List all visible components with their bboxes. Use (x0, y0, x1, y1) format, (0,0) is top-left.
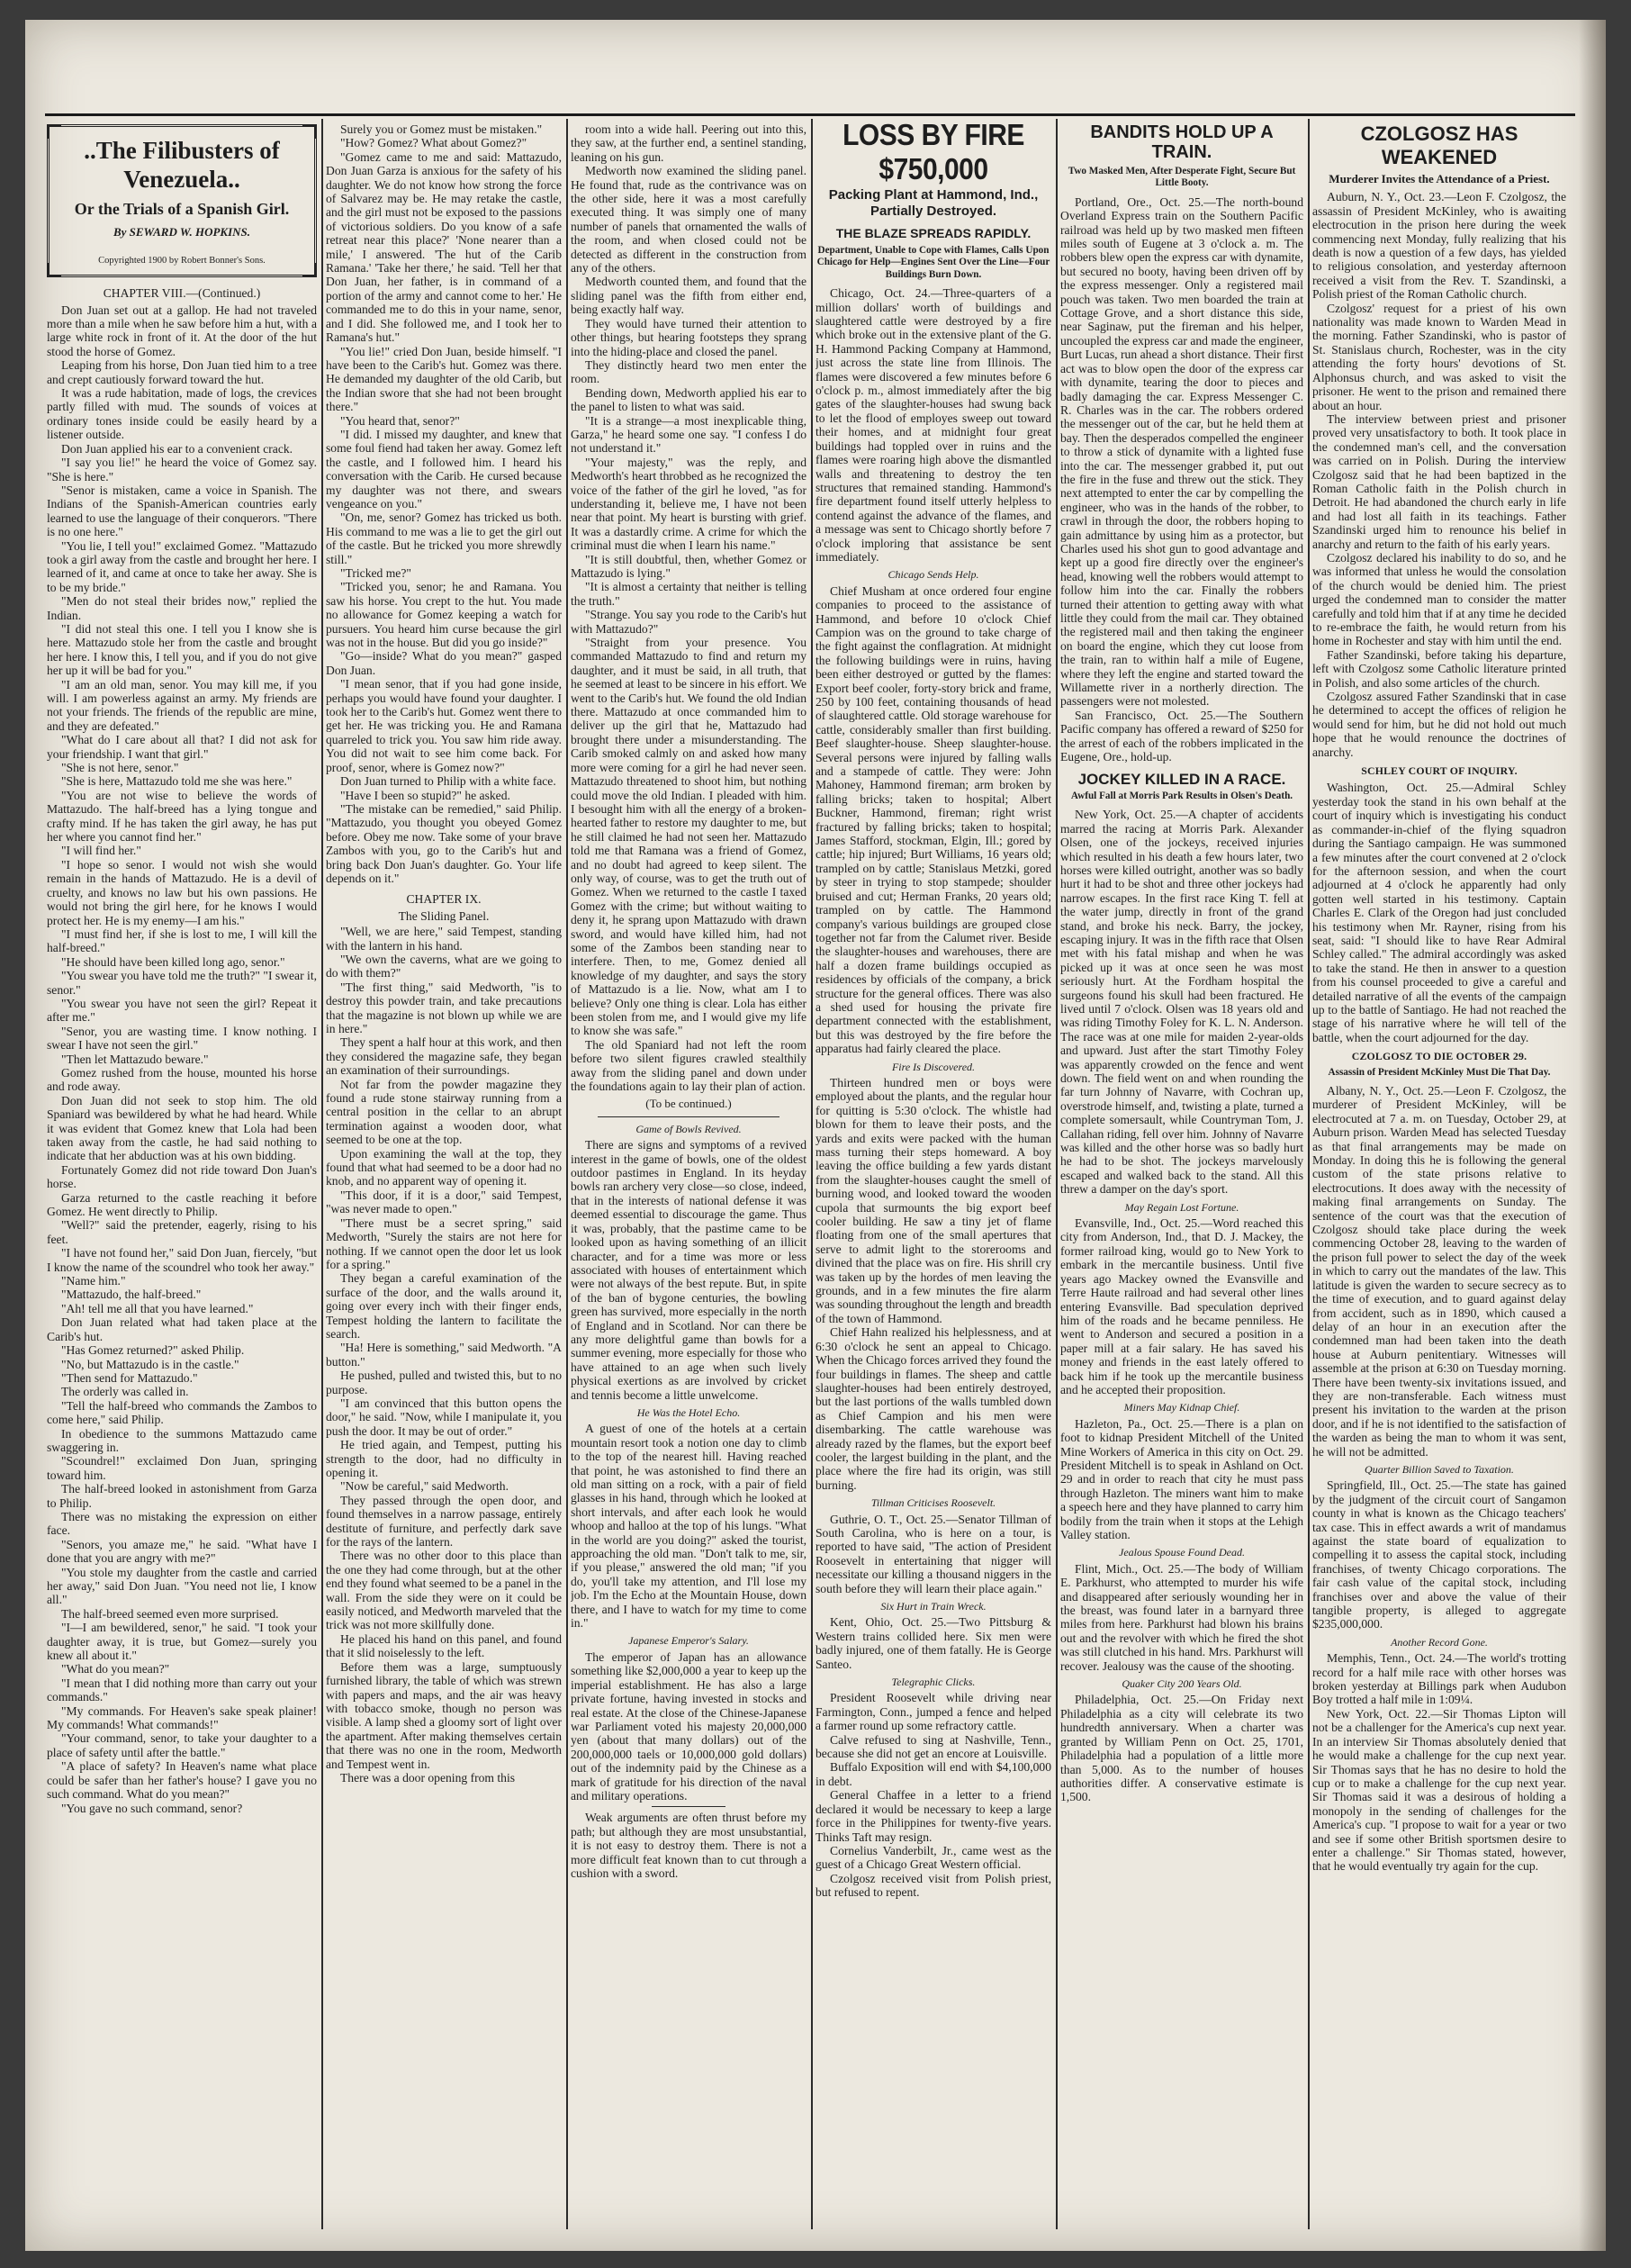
article-text-miners: Hazleton, Pa., Oct. 25.—There is a plan on foot to kidnap President Mitchell of the United Mine Workers of America in this city on Oct. 29. President Mitchell is to speak in Ashland on Oct. 29 and in order to reach that city he must pass through Hazleton. The miners want him to make a speech here and they have planned to carry him bodily from the train when it stops at the Lehigh Valley station. (1060, 1416, 1303, 1541)
article-body (1312, 190, 1566, 759)
paragraph: "Straight from your presence. You commanded Mattazudo to find and return my daughter, and it must be said, in all truth, that he seemed at least to be sincere in his effort. We went to the Carib's hut. We found the old Indian there. Mattazudo at once commanded him to deliver up the girl that he, Mattazudo had brought there under a misunderstanding. The Carib smoked calmly on and asked how many more were coming for a girl he had never seen. Mattazudo threatened to shoot him, but nothing could move the old Indian. I pleaded with him. I besought him with all the energy of a broken-hearted father to restore my daughter to me, but he still claimed he had not seen her. Mattazudo told me that Ramana was a friend of Gomez, and no doubt had agreed to keep silent. The only way, of course, was to get the truth out of Gomez. When we returned to the castle I taxed Gomez with the crime; but without waiting to deny it, he sprang upon Mattazudo with drawn sword, and would have killed him, had not some of the Zambos been standing near to interfere. Then, to me, Gomez denied all knowledge of my daughter, and says the story of Mattazudo is a lie. Now, what am I to believe? Only one thing is clear. Lola has either been stolen from me, and I would give my life to know she was safe." (571, 636, 806, 1038)
paragraph: "You lie!" cried Don Juan, beside himself. "I have been to the Carib's hut. Gomez was there. He demanded my daughter of the old Carib, but the Indian swore that she had not been brought there." (326, 344, 562, 414)
column-2 (326, 122, 562, 2229)
article-body (816, 584, 1051, 1056)
story-body (571, 122, 806, 1093)
headline-czolgosz: CZOLGOSZ HAS WEAKENED (1360, 122, 1518, 168)
paragraph: "He should have been killed long ago, senor." (61, 954, 285, 969)
column-1 (47, 122, 317, 2229)
paragraph: Medworth now examined the sliding panel. He found that, rude as the contrivance was on the other side, here it was a most carefully executed thing. It was simply one of many number of panels that ornamented the walls of the room, and when closed could not be detected as different in the construction from any of the others. (571, 164, 806, 276)
story-byline: By SEWARD W. HOPKINS. (113, 225, 251, 239)
paragraph: It was a rude habitation, made of logs, the crevices partly filled with mud. The sounds of voices at ordinary tones inside could be easily heard by a listener outside. (47, 386, 317, 442)
paragraph: "It is still doubtful, then, whether Gomez or Mattazudo is lying." (571, 552, 806, 580)
paragraph: "I am an old man, senor. You may kill me, if you will. I am powerless against an army. My friends are not your friends. The friends of the republic are mine, and they are defeated." (47, 677, 317, 733)
article-text-jealous: Flint, Mich., Oct. 25.—The body of William E. Parkhurst, who attempted to murder his wife and disappeared after seriously wounding her in the breast, was found later in a barnyard three miles from here. Parkhurst had blown his brains out and the revolver with which he fired the shot was still clutched in his hand. Mrs. Parkhurst will recover. Jealousy was the cause of the shooting. (1060, 1561, 1303, 1673)
article-text-tillman: Guthrie, O. T., Oct. 25.—Senator Tillman of South Carolina, who is here on a tour, is reported to have said, "The action of President Roosevelt in entertaining that nigger will necessitate our killing a thousand niggers in the south before they will learn their place again." (816, 1512, 1051, 1595)
paragraph: "I am convinced that this button opens the door," he said. "Now, while I manipulate it, you push the door. It may be out of order." (326, 1396, 562, 1438)
subhead-fire-discovered: Fire Is Discovered. (891, 1060, 976, 1073)
newspaper-page (25, 20, 1606, 2251)
article-head-schley: SCHLEY COURT OF INQUIRY. (1361, 764, 1518, 778)
story-subtitle: Or the Trials of a Spanish Girl. (74, 200, 290, 218)
deck-czolgosz-die: Assassin of President McKinley Must Die That Day. (1328, 1066, 1551, 1078)
paragraph: "On, me, senor? Gomez has tricked us both. His command to me was a lie to get the girl out of the castle. But he tricked you more shrewdly still." (326, 511, 562, 566)
column-5 (1060, 122, 1303, 2229)
article-head-quaker: Quaker City 200 Years Old. (1122, 1677, 1242, 1691)
paragraph: Chief Hahn realized his helplessness, and at 6:30 o'clock he sent an appeal to Chicago. When the Chicago forces arrived they found the four buildings in flames. The sheep and cattle slaughter-houses had been entirely destroyed, but the last portions of the walls tumbled down as Chief Campion and his men were disembarking. The cattle warehouse was already razed by the flames, but the export beef cooler, the largest building in the plant, and the place where the fire had its origin, was still burning. (816, 1325, 1051, 1492)
paragraph: "Your majesty," was the reply, and Medworth's heart throbbed as he recognized the voice of the father of the girl he loved, "as for understanding it, believe me, I have not been near that point. My heart is bursting with grief. It was a dastardly crime. A crime for which the criminal must die when I learn his name." (571, 455, 806, 553)
paragraph: He placed his hand on this panel, and found that it slid noiselessly to the left. (326, 1631, 562, 1660)
article-text-czolgosz-die: Albany, N. Y., Oct. 25.—Leon F. Czolgosz, the murderer of President McKinley, will be electrocuted at 7 a. m. on Tuesday, October 29, at Auburn prison. Warden Mead has selected Tuesday as that final arrangements may be made on Monday. In doing this he is following the general custom of the state prisons relative to electrocutions. It does away with the necessity of making final arrangements on Sunday. The sentence of the court was that the execution of Czolgosz should take place during the week commencing October 28, leaving to the warden of the prison full power to select the day of the week in which to carry out the mandates of the law. This latitude is given the warden to secure secrecy as to the time of execution, and to guard against delay from accident, such as in 1890, which caused a delay of an hour in an execution after the condemned man had been taken into the death house at Auburn penitentiary. Witnesses will assemble at the prison at 6:30 on Tuesday morning. There have been twenty-six invitations issued, and they are non-transferable. Each witness must present his invitation to the warden at the prison door, and if he is not identified to the satisfaction of the warden as being the man to whom it was sent, he will not be admitted. (1312, 1084, 1566, 1459)
paragraph: Don Juan applied his ear to a convenient crack. (61, 441, 293, 456)
article-text-jockey: New York, Oct. 25.—A chapter of accidents marred the racing at Morris Park. Alexander Olsen, one of the jockeys, received injuries which resulted in his death a few hours later, two horses were killed outright, another was so badly hurt it had to be shot and three other jockeys had narrow escapes. In the first race King T. fell at the water jump, directly in front of the grand stand, and broke his neck. Barry, the jockey, escaping injury. It was in the fifth race that Olsen met with his fatal mishap and when he was picked up it was at once seen he was most seriously hurt. At the Fordham hospital the surgeons found his skull had been fractured. He lived until 7 o'clock. Olsen was 18 years old and was riding Timothy Foley for K. L. N. Anderson. The race was at one mile for maiden 2-year-olds and upward. Just after the start Timothy Foley was apparently crowded on the fence and went down. The field went on and when rounding the far turn Johnny of Navarre, with Cochran up, overstrode himself, and, twisting a plate, turned a complete somersault, while Countryman Tom, J. Callahan riding, fell over him. Johnny of Navarre was killed and the other horse was so badly hurt he had to be shot. The jockeys marvelously escaped and walked back to the stand. All this threw a damper on the day's sport. (1060, 808, 1303, 1197)
article-text-bowls: There are signs and symptoms of a revived interest in the game of bowls, one of the oldest outdoor pastimes in England. In its heyday bowls ran archery very close—so close, indeed, that in the interests of national defense it was deemed essential to discourage the game. Thus it was, probably, that the pastime came to be looked upon as having something of an illicit character, and for a time was more or less associated with houses of entertainment which were not always of the best repute. But, in spite of the ban of bygone centuries, the bowling green has survived, more especially in the north of England and in Scotland. Nor can there be any more delightful game than bowls for a summer evening, more especially for those who have attained to an age when such lively physical exertions as are involved by cricket and tennis become a little unwelcome. (571, 1138, 806, 1402)
deck-bandits: Two Masked Men, After Desperate Fight, Secure But Little Booty. (1068, 166, 1296, 189)
column-6 (1312, 122, 1566, 2229)
paragraph: Auburn, N. Y., Oct. 23.—Leon F. Czolgosz, the assassin of President McKinley, who is awaiting electrocution in the prison here during the week commencing next Monday, fully realizing that his death is now a question of a few days, has yielded to religious consolation, and yesterday afternoon received a visit from the Rev. T. Szandinski, a Polish priest of the Roman Catholic church. (1312, 190, 1566, 302)
story-copyright: Copyrighted 1900 by Robert Bonner's Sons. (98, 255, 266, 266)
paragraph: "She is here, Mattazudo told me she was here." (61, 774, 293, 789)
paragraph: "Tricked you, senor; he and Ramana. You saw his horse. You crept to the hut. You made no allowance for Gomez keeping a watch for pursuers. You heard him curse because the girl was not in the house. But did you go inside?" (326, 580, 562, 650)
paragraph: "There must be a secret spring," said Medworth, "Surely the stairs are not here for nothing. If we cannot open the door let us look for a spring." (326, 1215, 562, 1271)
story-body (326, 122, 562, 885)
paragraph: "I say you lie!" he heard the voice of Gomez say. "She is here." (47, 456, 317, 483)
paragraph: San Francisco, Oct. 25.—The Southern Pacific company has offered a reward of $250 for the arrest of each of the robbers implicated in the Eugene, Ore., hold-up. (1060, 708, 1303, 764)
paragraph: "We own the caverns, what are we going to do with them?" (326, 952, 562, 980)
paragraph: There was a door opening from this (340, 1770, 516, 1785)
subhead-fire-1: Packing Plant at Hammond, Ind., Partially Destroyed. (828, 187, 1039, 219)
paragraph: Chicago, Oct. 24.—Three-quarters of a million dollars' worth of buildings and slaughtered cattle were destroyed by a fire which broke out in the extensive plant of the G. H. Hammond Packing Company at Hammond, just across the state line from Illinois. The flames were discovered a few minutes before 6 o'clock p. m., almost immediately after the big gates of the slaughter-houses had swung back to let the flood of employes sweep out toward their homes, and at midnight four great buildings had toppled over in ruins and the flames were roaring high above the dismantled walls and threatening to destroy the ten structures that remained standing. Hammond's fire department found itself utterly helpless to contend against the advance of the flames, and a message was sent to Chicago shortly before 7 o'clock imploring that assistance be sent immediately. (816, 286, 1051, 564)
paragraph: "Then let Mattazudo beware." (61, 1052, 209, 1066)
story-body (47, 303, 317, 1815)
paragraph: "Strange. You say you rode to the Carib's hut with Mattazudo?" (571, 608, 806, 636)
paragraph: Cornelius Vanderbilt, Jr., came west as the guest of a Chicago Great Western official. (816, 1843, 1051, 1872)
paragraph: "I did not steal this one. I tell you I know she is here. Mattazudo stole her from the castle and brought her here. I know this, I tell you, and if you do not give her up it will be bad for you." (47, 621, 317, 678)
paragraph: "Well?" said the pretender, eagerly, rising to his feet. (47, 1218, 317, 1246)
paragraph: There was no other door to this place than the one they had come through, but at the other end they found what seemed to be a panel in the wall. From the side they were on it could be easily noticed, and Medworth marveled that the trick was not more skillfully done. (326, 1549, 562, 1632)
paragraph: Don Juan did not seek to stop him. The old Spaniard was bewildered by what he had heard. While it was evident that Gomez knew that Lola had been taken away from the castle, he had said nothing to indicate that her abduction was at his own bidding. (47, 1093, 317, 1163)
deck-fire: Department, Unable to Cope with Flames, Calls Upon Chicago for Help—Engines Sent Over the Line—Four Buildings Burn Down. (816, 245, 1050, 280)
article-head-wreck: Six Hurt in Train Wreck. (880, 1600, 987, 1613)
paragraph: Not far from the powder magazine they found a rude stone stairway running from a central position in the cellar to an abrupt termination against a wooden door, what seemed to be one at the top. (326, 1077, 562, 1147)
paragraph: "I hope so senor. I would not wish she would remain in the hands of Mattazudo. He is a devil of cruelty, and knows no law but his own passions. He would not bring the girl here, for he knows I would protect her. He is my enemy—I am his." (47, 857, 317, 927)
paragraph: Thirteen hundred men or boys were employed about the plants, and the regular hour for quitting is 5:30 o'clock. The whistle had blown for them to leave their posts, and the yards and exits were packed with the human mass turning their steps homeward. A boy leaving the office building a few yards distant from the slaughter-houses caught the smell of burning wood, and looked toward the wooden cupola that surmounts the big export beef cooler building. He saw a tiny jet of flame floating from one of the small apertures that serve to admit light to the storerooms and divined that the place was on fire. His shrill cry was taken up by the hordes of men leaving the grounds, and in a few minutes the fire alarm was sounding throughout the length and breadth of the town of Hammond. (816, 1075, 1051, 1325)
paragraph: "I have not found her," said Don Juan, fiercely, "but I know the name of the scoundrel who took her away." (47, 1246, 317, 1274)
column-rule (1056, 119, 1058, 2229)
article-text-echo: A guest of one of the hotels at a certain mountain resort took a notion one day to climb to the top of the nearest hill. Having reached that point, he was astonished to find there an old man sitting on a rock, with a pair of field glasses in his hand, through which he looked at short intervals, and after each look he would whoop and halloo at the top of his lungs. "What in the world are you doing?" asked the tourist, approaching the old man. "Don't talk to me, sir, if you please," answered the old man; "if you do, you'll take my attention, and I'll lose my job. I'm the Echo at the Mountain House, down there, and I have to watch for my time to come in." (571, 1422, 806, 1631)
paragraph: Calve refused to sing at Nashville, Tenn., because she did not get an encore at Louisville. (816, 1732, 1051, 1761)
paragraph: Buffalo Exposition will end with $4,100,000 in debt. (816, 1760, 1051, 1788)
paragraph: "She is not here, senor." (61, 761, 179, 775)
article-body (816, 1691, 1051, 1899)
paragraph: Don Juan set out at a gallop. He had not traveled more than a mile when he saw before him a hut, with a large white rock in front of it. At the door of the hut stood the horse of Gomez. (47, 303, 317, 358)
paragraph: Don Juan related what had taken place at the Carib's hut. (47, 1315, 317, 1343)
paragraph: "The mistake can be remedied," said Philip. "Mattazudo, you thought you obeyed Gomez before. Obey me now. Take some of your brave Zambos with you, go to the Carib's hut and bring back Don Juan's daughter. Go. Your life depends on it." (326, 801, 562, 885)
article-text-record: Memphis, Tenn., Oct. 24.—The world's trotting record for a half mile race with other horses was broken yesterday at Billings park when Audubon Boy trotted a half mile in 1:09¼. (1312, 1651, 1566, 1707)
paragraph: The old Spaniard had not left the room before two silent figures crawled stealthily away from the sliding panel and down under the foundations again to lay their plan of action. (571, 1037, 806, 1094)
paragraph: Garza returned to the castle reaching it before Gomez. He went directly to Philip. (47, 1190, 317, 1219)
subhead-help: Chicago Sends Help. (888, 568, 979, 582)
headline-jockey: JOCKEY KILLED IN A RACE. (1077, 771, 1286, 789)
paragraph: "Now be careful," said Medworth. (340, 1479, 509, 1494)
paragraph: "The first thing," said Medworth, "is to destroy this powder train, and take precautions that the magazine is not blown up while we are in here." (326, 980, 562, 1035)
paragraph: room into a wide hall. Peering out into this, they saw, at the further end, a sentinel standing, leaning on his gun. (571, 122, 806, 164)
article-text-quaker: Philadelphia, Oct. 25.—On Friday next Philadelphia as a city will celebrate its two hundredth anniversary. When a charter was granted by William Penn on Oct. 25, 1701, Philadelphia had a population of a little more than 5,000. As to the number of houses authorities differ. A conservative estimate is 1,500. (1060, 1693, 1303, 1804)
paragraph: "You swear you have not seen the girl? Repeat it after me." (47, 996, 317, 1025)
article-head-fortune: May Regain Lost Fortune. (1124, 1200, 1239, 1214)
paragraph: Czolgosz declared his inability to do so, and he was informed that unless he would the consolation of the church would be denied him. The priest urged the condemned man to consider the matter carefully and told him that if at any time he decided to re-embrace the faith, he would return from his home in Rochester and stay with him until the end. (1312, 550, 1566, 648)
article-head-telegraphic: Telegraphic Clicks. (891, 1676, 976, 1689)
paragraph: "My commands. For Heaven's sake speak plainer! My commands! What commands!" (47, 1703, 317, 1732)
paragraph: President Roosevelt while driving near Farmington, Conn., jumped a fence and helped a farmer round up some refractory cattle. (816, 1691, 1051, 1733)
paragraph: Don Juan turned to Philip with a white face. (340, 774, 556, 789)
article-head-echo: He Was the Hotel Echo. (636, 1405, 741, 1419)
paragraph: "Ah! tell me all that you have learned." (61, 1301, 254, 1315)
article-body (1060, 195, 1303, 764)
story-body (326, 925, 562, 1785)
paragraph: Gomez rushed from the house, mounted his horse and rode away. (47, 1065, 317, 1094)
paragraph: "Tricked me?" (340, 566, 411, 580)
article-head-bowls: Game of Bowls Revived. (635, 1122, 742, 1135)
article-body (816, 286, 1051, 564)
paragraph: "Has Gomez returned?" asked Philip. (61, 1343, 245, 1358)
paragraph: "Senor, you are wasting time. I know nothing. I swear I have not seen the girl." (47, 1024, 317, 1053)
column-rule (566, 119, 568, 2229)
paragraph: Medworth counted them, and found that the sliding panel was the fifth from either end, being exactly half way. (571, 275, 806, 317)
paragraph: The orderly was called in. (61, 1385, 189, 1399)
paragraph: "Mattazudo, the half-breed." (61, 1288, 202, 1302)
paragraph: "I—I am bewildered, senor," he said. "I took your daughter away, it is true, but Gomez—surely you knew all about it." (47, 1621, 317, 1663)
article-text-quarter: Springfield, Ill., Oct. 25.—The state has gained by the judgment of the circuit court of Sangamon county in what is known as the Chicago teachers' tax case. This in effect awards a writ of mandamus against the state board of equalization to compelling it to assess the capital stock, including franchises, of twenty Chicago corporations. The fair cash value of the capital stock, including franchises over and above the value of their tangible property, is alleged to aggregate $235,000,000. (1312, 1478, 1566, 1631)
paragraph: Czolgosz assured Father Szandinski that in case he determined to accept the offices of religion he would send for him, but he did not hold out much hope that he would renounce the doctrines of anarchy. (1312, 690, 1566, 759)
paragraph: General Chaffee in a letter to a friend declared it would be necessary to keep a large force in the Philippines for twenty-five years. Thinks Taft may resign. (816, 1788, 1051, 1844)
paragraph: There was no mistaking the expression on either face. (47, 1509, 317, 1538)
column-4 (816, 122, 1051, 2229)
paragraph: Czolgosz' request for a priest of his own nationality was made known to Warden Mead in the morning. Father Szandinski, who is pastor of St. Stanislaus church, Rochester, was in the city attending the forty hours' devotions of St. Alphonsus church, and was asked to visit the prisoner. He went to the prison and remained there about an hour. (1312, 301, 1566, 412)
article-text-wreck: Kent, Ohio, Oct. 25.—Two Pittsburg & Western trains collided here. Six men were badly injured, one of them fatally. He is George Santeo. (816, 1615, 1051, 1671)
paragraph: "You gave no such command, senor? (61, 1801, 243, 1815)
paragraph: He pushed, pulled and twisted this, but to no purpose. (326, 1369, 562, 1396)
article-head-jealous: Jealous Spouse Found Dead. (1119, 1546, 1245, 1559)
paragraph: Chief Musham at once ordered four engine companies to proceed to the assistance of Hammond, and before 10 o'clock Chief Campion was on the ground to take charge of the fight against the conflagration. At midnight the following buildings were in ruins, having been either destroyed or gutted by the flames: Export beef cooler, forty-story brick and frame, 250 by 100 feet, containing thousands of head of slaughtered cattle. Old storage warehouse for cattle, considerably smaller than first building. Beef slaughter-house. Sheep slaughter-house. Several persons were injured by falling walls and a stampede of cattle. They were: John Mahoney, Hammond fireman; arm broken by falling bricks; taken to hospital; Albert Buckner, Hammond, fireman; right wrist fractured by falling bricks; taken to hospital; James Stafford, stockman, Elgin, Ill.; gored by cattle; hip injured; Burt Williams, 16 years old; trampled on by cattle; Stanislaus Metzki, gored by steer in trying to stop stampede; shoulder bruised and cut; Herman Franks, 20 years old; trampled on by cattle. The Hammond company's various buildings are grouped close together not far from the Calumet river. Beside the slaughter-houses and warehouses, there are half a dozen frame buildings occupied as residences by officials of the company, a brick structure for the general offices. There was also a shed used for housing the private fire department connected with the establishment, but this was destroyed by the fire before the apparatus had fairly cleared the place. (816, 583, 1051, 1056)
deck-czolgosz: Murderer Invites the Attendance of a Priest. (1329, 172, 1550, 185)
paragraph: "I mean that I did nothing more than carry out your commands." (47, 1676, 317, 1704)
paragraph: Leaping from his horse, Don Juan tied him to a tree and crept cautiously forward toward the hut. (47, 358, 317, 386)
paragraph: "I will find her." (61, 844, 141, 858)
column-3 (571, 122, 806, 2229)
paragraph: Portland, Ore., Oct. 25.—The north-bound Overland Express train on the Southern Pacific railroad was held up by two masked men fifteen miles south of Eugene at 3 o'clock a. m. The robbers blew open the express car with dynamite, but secured no booty, having been driven off by the express messenger. Only a registered mail pouch was taken. Two men boarded the train at Cottage Grove, and a short distance this side, near Saginaw, put the fireman and his helper, uncoupled the express car and made the engineer, Burt Lucas, run ahead a short distance. Their first act was to blow open the door of the express car with dynamite, tearing the door to pieces and badly damaging the car. Express Messenger C. R. Charles was in the car. The robbers ordered the messenger out of the car, but he held them at bay. Then the desperados compelled the engineer to throw a stick of dynamite with a lighted fuse into the car. The messenger grabbed it, put out the fire in the fuse and threw out the stick. They next attempted to enter the car by compelling the engineer, who was in the hands of the robber, to crawl in through the door, the robbers hoping to gain admittance by using him as a protector, but Charles used his shot gun to good advantage and kept up a good fire directly over the engineer's head, knowing well the robbers would attempt to follow him into the car. Finally the robbers turned their attention to getting away with what little they could from the mail car. They obtained the registered mail and then taking the engineer on board the engine, which they cut loose from the train, ran to within half a mile of Eugene, where they left the engine and started toward the Willamette river in a northerly direction. The passengers were not molested. (1060, 194, 1303, 709)
separator (652, 1806, 725, 1807)
paragraph: "Senor is mistaken, came a voice in Spanish. The Indians of the Spanish-American countries early learned to use the language of their conquerors. "There is no one here." (47, 483, 317, 539)
paragraph: "A place of safety? In Heaven's name what place could be safer than her father's house? I gave you no such command. What do you mean?" (47, 1759, 317, 1802)
paragraph: "What do you mean?" (61, 1662, 170, 1676)
to-be-continued: (To be continued.) (645, 1097, 732, 1111)
deck-jockey: Awful Fall at Morris Park Results in Olsen's Death. (1070, 790, 1293, 801)
article-head-tillman: Tillman Criticises Roosevelt. (870, 1496, 996, 1510)
article-text-lipton: New York, Oct. 22.—Sir Thomas Lipton will not be a challenger for the America's cup next year. In an interview Sir Thomas absolutely denied that he would make a challenge for the cup next year. Sir Thomas says that he has no desire to hold the cup or to make a challenge for the cup next year. Sir Thomas said it was a desirous of holding a monopoly in the sending of challenges for the America's cup. "I propose to wait for a year or two and see if some other British sportsmen desire to enter a challenge." Sir Thomas stated, however, that he would eventually try again for the cup. (1312, 1706, 1566, 1874)
paragraph: They spent a half hour at this work, and then they considered the magazine safe, they began an examination of their surroundings. (326, 1035, 562, 1078)
paragraph: "Senors, you amaze me," he said. "What have I done that you are angry with me?" (47, 1537, 317, 1566)
paragraph: "I must find her, if she is lost to me, I will kill the half-breed." (47, 926, 317, 955)
article-text-schley: Washington, Oct. 25.—Admiral Schley yesterday took the stand in his own behalf at the court of inquiry which is investigating his conduct as commander-in-chief of the flying squadron during the Santiago campaign. He was summoned a few minutes after the court convened at 2 o'clock for the afternoon session, and when the court adjourned at 4 o'clock he apparently had only gotten well started in his testimony. Captain Charles E. Clark of the Oregon had just concluded his testimony when Mr. Rayner, rising from his seat, said: "I should like to have Rear Admiral Schley called." The admiral accordingly was asked to take the stand. He then in answer to a question from his counsel proceeded to give a careful and detailed narrative of all the events of the campaign up to the battle of Santiago. He had not reached the stage of his narrative where he will tell of the battle, when the court adjourned for the day. (1312, 781, 1566, 1044)
paragraph: "Tell the half-breed who commands the Zambos to come here," said Philip. (47, 1398, 317, 1427)
paragraph: "You are not wise to believe the words of Mattazudo. The half-breed has a lying tongue and crafty mind. If he has taken the girl away, he has put her where you cannot find her." (47, 788, 317, 845)
paragraph: "You lie, I tell you!" exclaimed Gomez. "Mattazudo took a girl away from the castle and brought her here. I learned of it, and came at once to take her away. She is to be my bride." (47, 538, 317, 594)
article-head-quarter: Quarter Billion Saved to Taxation. (1365, 1462, 1514, 1476)
paragraph: The half-breed looked in astonishment from Garza to Philip. (47, 1482, 317, 1510)
article-text-weak: Weak arguments are often thrust before my path; but although they are most unsubstantial, it is not easy to destroy them. There is not a more difficult feat known than to cut through a cushion with a sword. (571, 1811, 806, 1880)
paragraph: In obedience to the summons Mattazudo came swaggering in. (47, 1426, 317, 1454)
paragraph: Before them was a large, sumptuously furnished library, the table of which was strewn with papers and maps, and the air was heavy with tobacco smoke, though no person was visible. A lamp shed a gloomy sort of light over the apartment. After making themselves certain that there was no one in the room, Medworth and Tempest went in. (326, 1659, 562, 1771)
paragraph: "You stole my daughter from the castle and carried her away," said Don Juan. "You need not lie, I know all." (47, 1565, 317, 1607)
paragraph: They distinctly heard two men enter the room. (571, 357, 806, 386)
chapter-heading: CHAPTER IX. (406, 892, 482, 907)
chapter-heading: CHAPTER VIII.—(Continued.) (103, 286, 261, 301)
article-body (816, 1076, 1051, 1492)
separator (598, 1116, 779, 1117)
paragraph: The interview between priest and prisoner proved very unsatisfactory to both. It took place in the condemned man's cell, and the conversation was carried on in Polish. During the interview Czolgosz said that he had been baptized in the Roman Catholic faith in the Polish church in Detroit. He had abandoned the church early in life and had lost all faith in its teachings. Father Szandinski urged him to renounce his belief in anarchy and return to the faith of his early years. (1312, 411, 1566, 551)
paragraph: "Men do not steal their brides now," replied the Indian. (47, 594, 317, 622)
paragraph: "Ha! Here is something," said Medworth. "A button." (326, 1341, 562, 1369)
paragraph: "Gomez came to me and said: Mattazudo, Don Juan Garza is anxious for the safety of his daughter. We do not know how strong the force of Salvarez may be. He may retake the castle, and the girl must not be exposed to the passions of victorious soldiers. Do you know of a safe retreat near this place?' 'None nearer than a mile,' I answered. 'The hut of the Carib Ramana.' 'Take her there,' he said. 'Tell her that Don Juan, her father, is in command of a portion of the army and cannot come to her.' He commanded me to do this in your name, senor, and I did. She followed me, and I took her to Ramana's hut." (326, 149, 562, 345)
paragraph: The half-breed seemed even more surprised. (61, 1606, 279, 1621)
scan-edge-shadow (1579, 20, 1606, 2251)
column-rule (321, 119, 323, 2229)
paragraph: Czolgosz received visit from Polish priest, but refused to repent. (816, 1871, 1051, 1900)
paragraph: Upon examining the wall at the top, they found that what had seemed to be a door had no knob, and no apparent way of opening it. (326, 1146, 562, 1188)
paragraph: "You heard that, senor?" (340, 413, 460, 428)
headline-bandits: BANDITS HOLD UP A TRAIN. (1090, 122, 1274, 162)
paragraph: "How? Gomez? What about Gomez?" (340, 136, 527, 150)
column-rule (1308, 119, 1310, 2229)
paragraph: "Your command, senor, to take your daughter to a place of safety until after the battle." (47, 1731, 317, 1759)
paragraph: They began a careful examination of the surface of the door, and the walls around it, going over every inch with their finger ends, Tempest holding the lantern to facilitate the search. (326, 1271, 562, 1341)
headline-fire: LOSS BY FIRE $750,000 (843, 122, 1024, 186)
paragraph: "No, but Mattazudo is in the castle." (61, 1357, 239, 1371)
article-text-fortune: Evansville, Ind., Oct. 25.—Word reached this city from Anderson, Ind., that D. J. Mackey, the former railroad king, would go to New York to embark in the mercantile business. Until five years ago Mackey owned the Evansville and Terre Haute railroad and had several other lines entering Evansville. Bad speculation deprived him of the roads and he became penniless. He went to Anderson and secured a position in a paper mill at a fair salary. He has saved his money and friends in the east lately offered to back him if he took up the mercantile business and he accepted their proposition. (1060, 1216, 1303, 1396)
paragraph: "This door, if it is a door," said Tempest, "was never made to open." (326, 1188, 562, 1216)
paragraph: "Name him." (61, 1274, 126, 1288)
paragraph: He tried again, and Tempest, putting his strength to the door, had no difficulty in opening it. (326, 1438, 562, 1479)
paragraph: "It is a strange—a most inexplicable thing, Garza," he heard some one say. "I confess I do not understand it." (571, 413, 806, 456)
article-head-miners: Miners May Kidnap Chief. (1123, 1401, 1240, 1414)
paragraph: "I did. I missed my daughter, and knew that some foul fiend had taken her away. Gomez left the castle, and I followed him. I heard his conversation with the Carib. He cursed because my daughter was not there, and swears vengeance on you." (326, 427, 562, 511)
paragraph: They would have turned their attention to other things, but hearing footsteps they sprang into the hiding-place and closed the panel. (571, 316, 806, 358)
paragraph: Surely you or Gomez must be mistaken." (340, 122, 543, 136)
column-rule (811, 119, 813, 2229)
paragraph: "Scoundrel!" exclaimed Don Juan, springing toward him. (47, 1454, 317, 1482)
article-head-japan: Japanese Emperor's Salary. (628, 1634, 749, 1648)
paragraph: "Have I been so stupid?" he asked. (340, 788, 510, 802)
paragraph: They passed through the open door, and found themselves in a narrow passage, entirely destitute of furniture, and perfectly dark save for the rays of the lantern. (326, 1493, 562, 1550)
chapter-subheading: The Sliding Panel. (398, 908, 490, 923)
paragraph: "Well, we are here," said Tempest, standing with the lantern in his hand. (326, 925, 562, 953)
paragraph: "Go—inside? What do you mean?" gasped Don Juan. (326, 649, 562, 677)
story-title-box (47, 124, 317, 277)
paragraph: Bending down, Medworth applied his ear to the panel to listen to what was said. (571, 385, 806, 414)
paragraph: Fortunately Gomez did not ride toward Don Juan's horse. (47, 1162, 317, 1191)
article-head-czolgosz-die: CZOLGOSZ TO DIE OCTOBER 29. (1351, 1050, 1527, 1063)
article-text-japan: The emperor of Japan has an allowance something like $2,000,000 a year to keep up the imperial establishment. He has also a large private fortune, having invested in stocks and real estate. At the close of the Chinese-Japanese war Parliament voted his majesty 20,000,000 yen (about that many dollars) out of the 200,000,000 taels or 10,000,000 gold dollars) out of the indemnity paid by the Chinese as a mark of gratitude for his direction of the naval and military operations. (571, 1649, 806, 1803)
story-title: ..The Filibusters of Venezuela.. (84, 137, 280, 193)
subhead-fire-2: THE BLAZE SPREADS RAPIDLY. (835, 226, 1032, 240)
paragraph: Father Szandinski, before taking his departure, left with Czolgosz some Catholic literature printed in Polish, and also some articles of the church. (1312, 647, 1566, 690)
paragraph: "It is almost a certainty that neither is telling the truth." (571, 580, 806, 608)
top-rule (45, 113, 1575, 116)
article-head-record: Another Record Gone. (1391, 1635, 1488, 1649)
paragraph: "I mean senor, that if you had gone inside, perhaps you would have found your daughter. I took her to the Carib's hut. Gomez went there to get her. He was tricking you. He and Ramana quarreled to trick you. You saw him ride away. You did not wait to see him come back. For proof, senor, where is Gomez now?" (326, 677, 562, 774)
paragraph: "Then send for Mattazudo." (61, 1370, 198, 1385)
paragraph: "What do I care about all that? I did not ask for your friendship. I want that girl." (47, 733, 317, 761)
paragraph: "You swear you have told me the truth?" "I swear it, senor." (47, 969, 317, 997)
